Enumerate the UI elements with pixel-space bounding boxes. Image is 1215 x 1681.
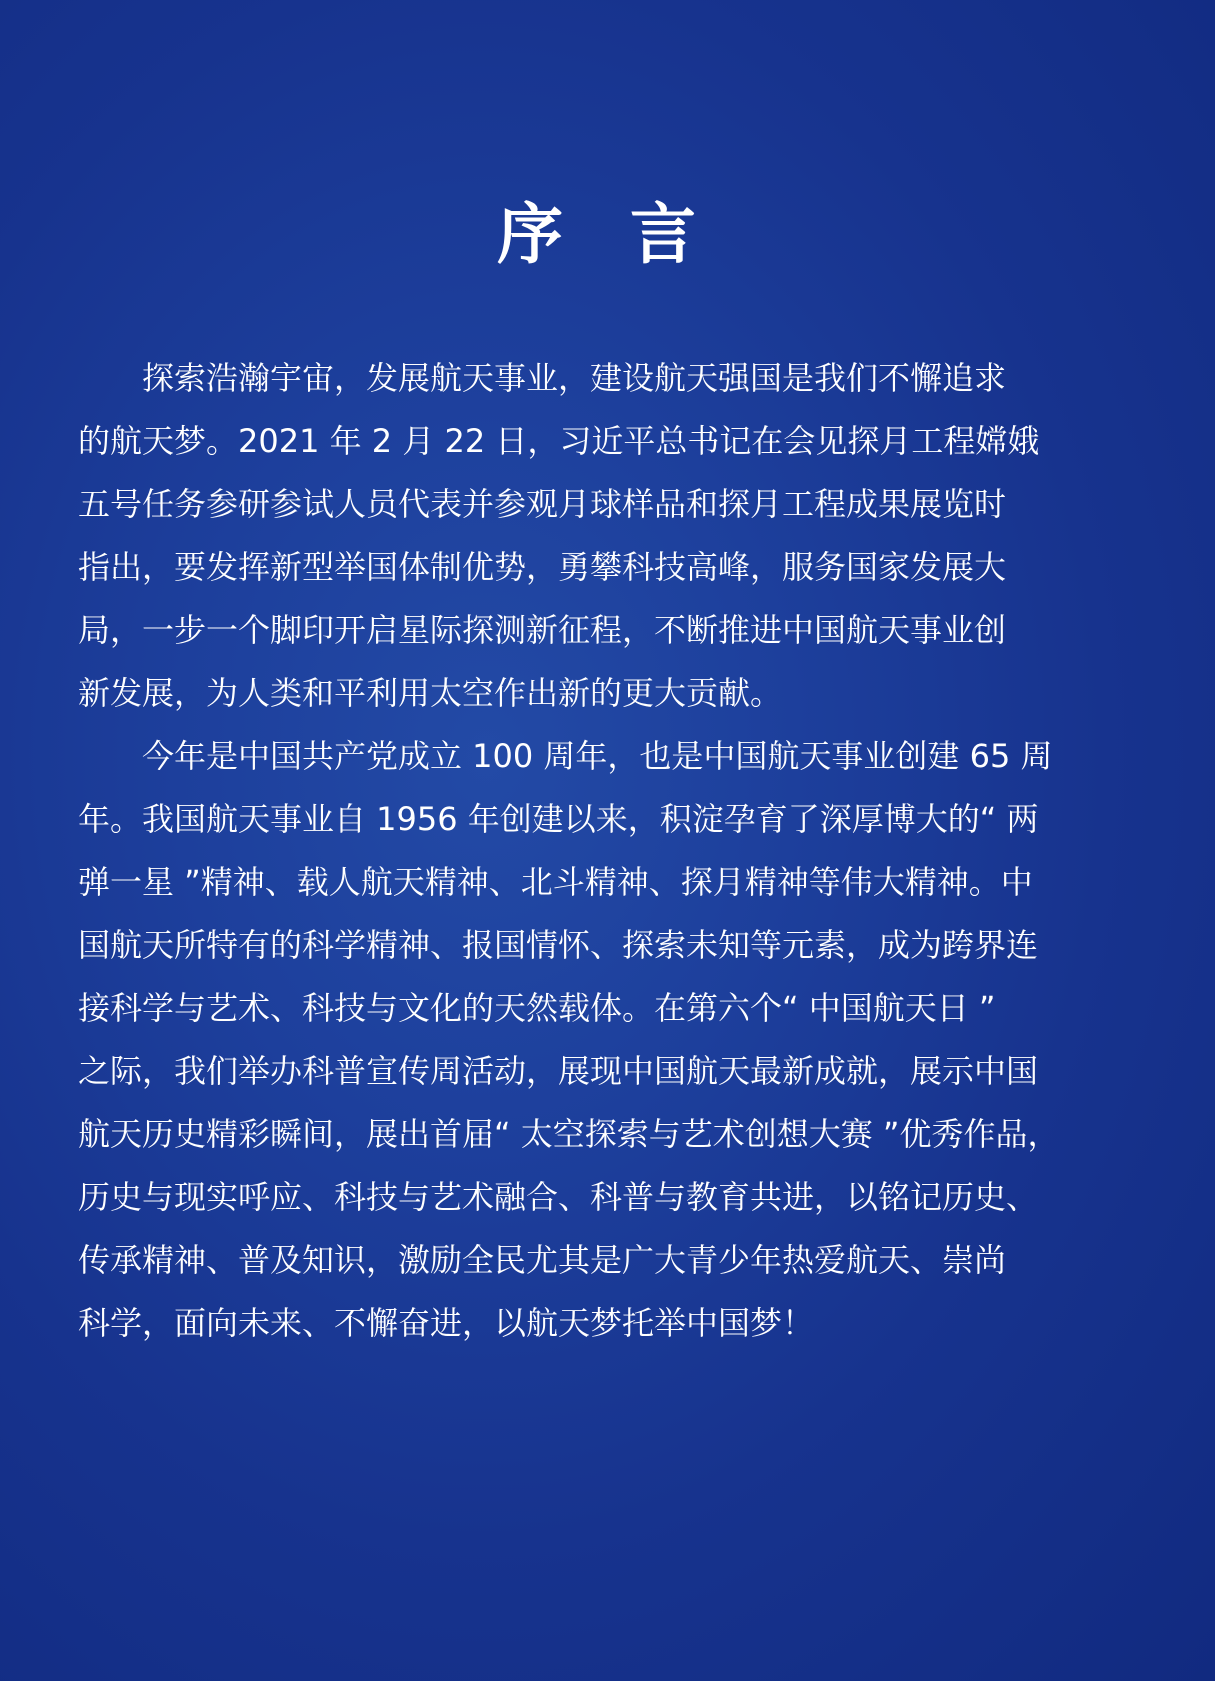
paragraph-line: 航天历史精彩瞬间，展出首届“ 太空探索与艺术创想大赛 ”优秀作品， [78,1115,1060,1153]
preface-body [78,347,1158,1355]
page-title: 序 言 [497,196,718,273]
paragraph-line: 探索浩瀚宇宙，发展航天事业，建设航天强国是我们不懈追求 [142,359,1007,397]
paragraph-line: 新发展，为人类和平利用太空作出新的更大贡献。 [78,674,783,712]
paragraph-line: 今年是中国共产党成立 100 周年，也是中国航天事业创建 65 周 [142,737,1053,775]
paragraph-line: 弹一星 ”精神、载人航天精神、北斗精神、探月精神等伟大精神。中 [78,863,1033,901]
paragraph-line: 年。我国航天事业自 1956 年创建以来，积淀孕育了深厚博大的“ 两 [78,800,1039,838]
paragraph-line: 历史与现实呼应、科技与艺术融合、科普与教育共进，以铭记历史、 [78,1178,1039,1216]
paragraph-line: 接科学与艺术、科技与文化的天然载体。在第六个“ 中国航天日 ” [78,989,996,1027]
paragraph-line: 的航天梦。2021 年 2 月 22 日，习近平总书记在会见探月工程嫦娥 [78,422,1040,460]
paragraph-line: 五号任务参研参试人员代表并参观月球样品和探月工程成果展览时 [78,485,1007,523]
paragraph-line: 科学，面向未来、不懈奋进，以航天梦托举中国梦！ [78,1304,815,1342]
paragraph-line: 局，一步一个脚印开启星际探测新征程，不断推进中国航天事业创 [78,611,1007,649]
paragraph-line: 指出，要发挥新型举国体制优势，勇攀科技高峰，服务国家发展大 [78,548,1007,586]
paragraph-line: 传承精神、普及知识，激励全民尤其是广大青少年热爱航天、崇尚 [78,1241,1007,1279]
paragraph-line: 之际，我们举办科普宣传周活动，展现中国航天最新成就，展示中国 [78,1052,1039,1090]
paragraph-line: 国航天所特有的科学精神、报国情怀、探索未知等元素，成为跨界连 [78,926,1039,964]
